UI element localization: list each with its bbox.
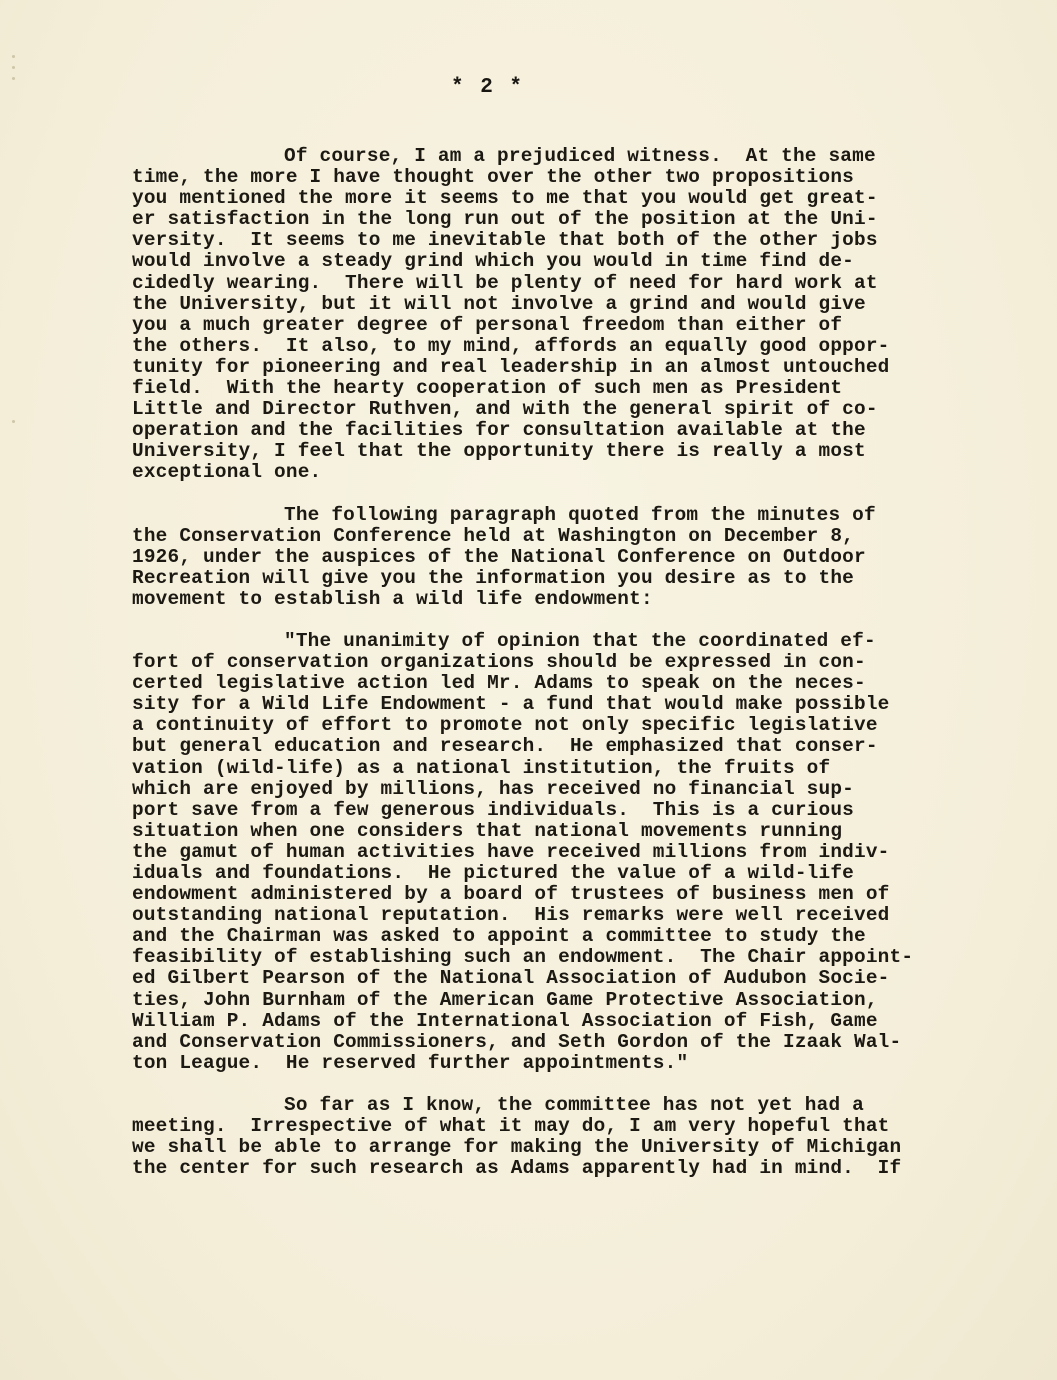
text-line: "The unanimity of opinion that the coordinated ef- bbox=[284, 629, 876, 652]
text-line: and the Chairman was asked to appoint a committee to study the bbox=[132, 925, 866, 948]
text-line: the center for such research as Adams apparently had in mind. If bbox=[132, 1157, 902, 1180]
text-line: Recreation will give you the information you desire as to the bbox=[132, 566, 855, 589]
paragraph-committee-status bbox=[132, 1095, 1032, 1179]
paragraph-quoted-minutes bbox=[132, 631, 1032, 1074]
text-line: exceptional one. bbox=[132, 461, 322, 484]
text-line: situation when one considers that national movements running bbox=[132, 819, 843, 842]
letter-body bbox=[132, 146, 1032, 1179]
text-line: would involve a steady grind which you would in time find de- bbox=[132, 250, 855, 273]
paragraph-gap bbox=[132, 1074, 1032, 1095]
text-line: you mentioned the more it seems to me that you would get great- bbox=[132, 187, 878, 210]
paper-speck bbox=[12, 55, 15, 58]
text-line: a continuity of effort to promote not only specific legislative bbox=[132, 714, 878, 737]
text-line: you a much greater degree of personal freedom than either of bbox=[132, 313, 843, 336]
text-line: fort of conservation organizations should be expressed in con- bbox=[132, 651, 866, 674]
text-line: port save from a few generous individuals. This is a curious bbox=[132, 798, 855, 821]
text-line: and Conservation Commissioners, and Seth Gordon of the Izaak Wal- bbox=[132, 1030, 902, 1053]
text-line: ton League. He reserved further appointments." bbox=[132, 1051, 689, 1074]
text-line: William P. Adams of the International Association of Fish, Game bbox=[132, 1009, 878, 1032]
text-line: outstanding national reputation. His remarks were well received bbox=[132, 904, 890, 927]
text-line: certed legislative action led Mr. Adams to speak on the neces- bbox=[132, 672, 866, 695]
paragraph-conference-intro bbox=[132, 505, 1032, 610]
text-line: which are enjoyed by millions, has received no financial sup- bbox=[132, 777, 855, 800]
text-line: ed Gilbert Pearson of the National Association of Audubon Socie- bbox=[132, 967, 890, 990]
text-line: sity for a Wild Life Endowment - a fund that would make possible bbox=[132, 693, 890, 716]
text-line: the University, but it will not involve a grind and would give bbox=[132, 292, 866, 315]
paragraph-recommendation bbox=[132, 146, 1032, 484]
text-line: the others. It also, to my mind, affords an equally good oppor- bbox=[132, 334, 890, 357]
text-line: The following paragraph quoted from the minutes of bbox=[284, 503, 876, 526]
text-line: So far as I know, the committee has not yet had a bbox=[284, 1093, 864, 1116]
text-line: operation and the facilities for consultation available at the bbox=[132, 419, 866, 442]
paper-speck bbox=[12, 420, 15, 423]
text-line: er satisfaction in the long run out of the position at the Uni- bbox=[132, 208, 878, 231]
paragraph-gap bbox=[132, 484, 1032, 505]
text-line: meeting. Irrespective of what it may do, I am very hopeful that bbox=[132, 1115, 890, 1138]
text-line: tunity for pioneering and real leadership in an almost untouched bbox=[132, 355, 890, 378]
text-line: endowment administered by a board of trustees of business men of bbox=[132, 883, 890, 906]
text-line: field. With the hearty cooperation of such men as President bbox=[132, 377, 843, 400]
text-line: versity. It seems to me inevitable that both of the other jobs bbox=[132, 229, 878, 252]
paragraph-gap bbox=[132, 610, 1032, 631]
text-line: cidedly wearing. There will be plenty of need for hard work at bbox=[132, 271, 878, 294]
text-line: the Conservation Conference held at Washington on December 8, bbox=[132, 524, 855, 547]
text-line: the gamut of human activities have received millions from indiv- bbox=[132, 840, 890, 863]
page-number: * 2 * bbox=[450, 76, 524, 99]
text-line: vation (wild-life) as a national institution, the fruits of bbox=[132, 756, 831, 779]
text-line: time, the more I have thought over the other two propositions bbox=[132, 166, 855, 189]
text-line: movement to establish a wild life endowment: bbox=[132, 587, 653, 610]
text-line: 1926, under the auspices of the National Conference on Outdoor bbox=[132, 545, 866, 568]
text-line: we shall be able to arrange for making the University of Michigan bbox=[132, 1136, 902, 1159]
paper-speck bbox=[12, 66, 15, 69]
text-line: iduals and foundations. He pictured the value of a wild-life bbox=[132, 862, 855, 884]
text-line: ties, John Burnham of the American Game Protective Association, bbox=[132, 988, 878, 1011]
text-line: University, I feel that the opportunity there is really a most bbox=[132, 440, 866, 463]
text-line: feasibility of establishing such an endowment. The Chair appoint- bbox=[132, 946, 914, 969]
text-line: Little and Director Ruthven, and with the general spirit of co- bbox=[132, 398, 878, 421]
text-line: but general education and research. He emphasized that conser- bbox=[132, 735, 878, 758]
text-line: Of course, I am a prejudiced witness. At the same bbox=[284, 145, 876, 167]
